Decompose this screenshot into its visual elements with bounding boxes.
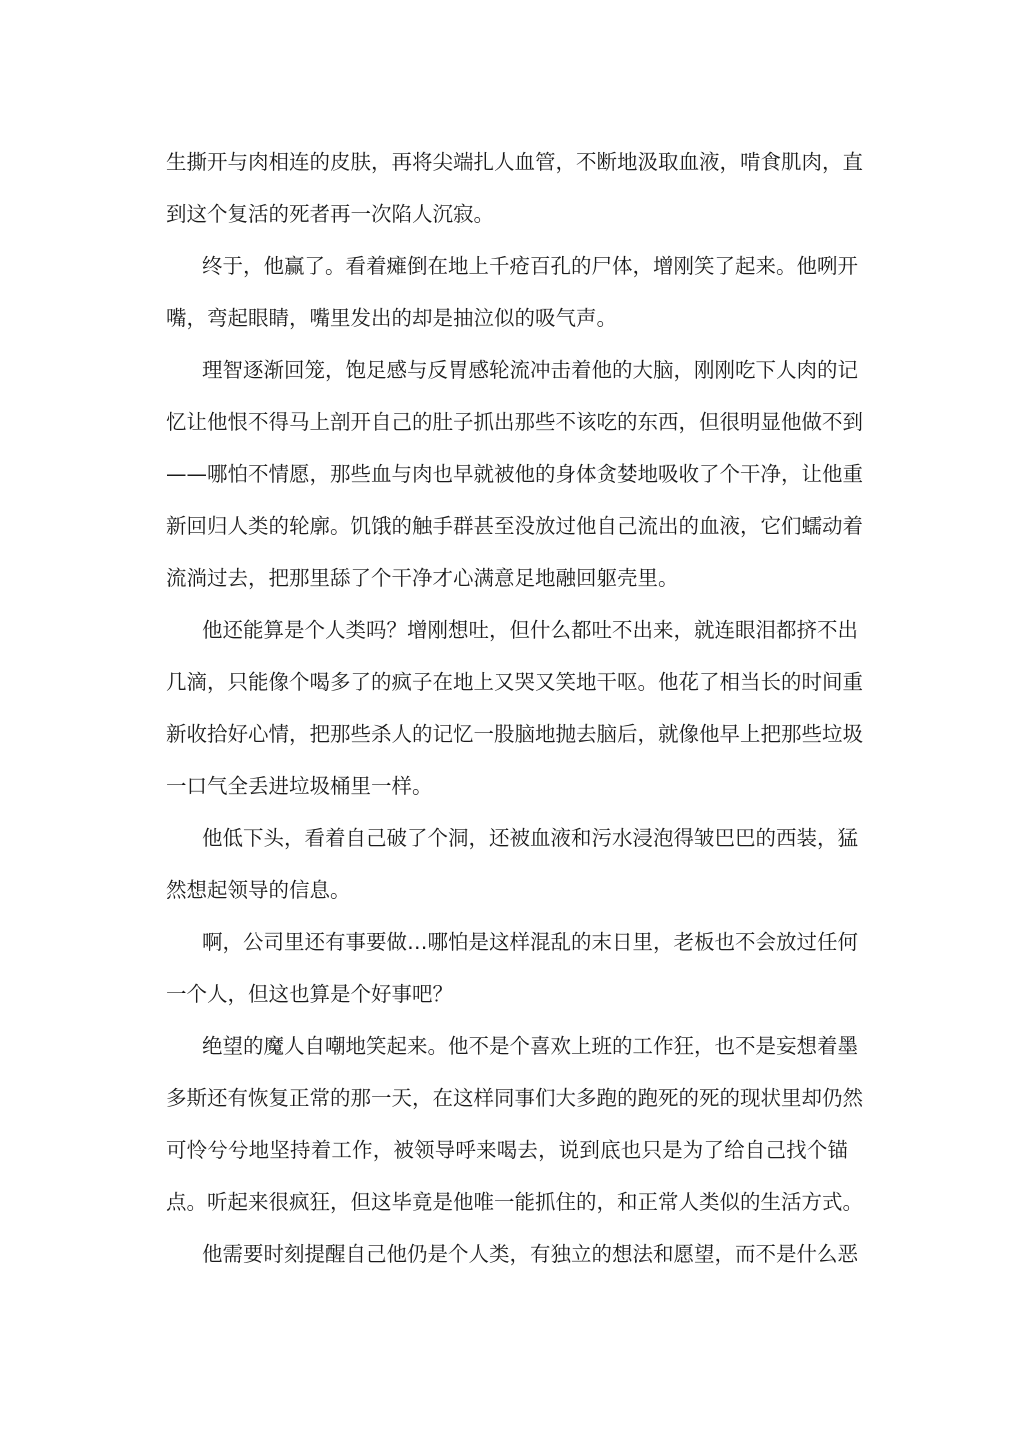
text-line: 点。听起来很疯狂，但这毕竟是他唯一能抓住的，和正常人类似的生活方式。 xyxy=(166,1190,863,1214)
text-line: 他需要时刻提醒自己他仍是个人类，有独立的想法和愿望，而不是什么恶 xyxy=(202,1242,858,1266)
text-line: 终于，他赢了。看着瘫倒在地上千疮百孔的尸体，增刚笑了起来。他咧开 xyxy=(202,254,858,278)
text-line: 他还能算是个人类吗？增刚想吐，但什么都吐不出来，就连眼泪都挤不出 xyxy=(202,618,858,642)
text-line: 流淌过去，把那里舔了个干净才心满意足地融回躯壳里。 xyxy=(166,566,679,590)
text-line: 一个人，但这也算是个好事吧？ xyxy=(166,982,453,1006)
text-line: 可怜兮兮地坚持着工作，被领导呼来喝去，说到底也只是为了给自己找个锚 xyxy=(166,1138,848,1162)
text-line: 绝望的魔人自嘲地笑起来。他不是个喜欢上班的工作狂，也不是妄想着墨 xyxy=(202,1034,858,1058)
body-text xyxy=(166,136,863,1280)
paragraph xyxy=(166,240,858,344)
paragraph xyxy=(166,1020,863,1228)
text-line: 生撕开与肉相连的皮肤，再将尖端扎人血管，不断地汲取血液，啃食肌肉，直 xyxy=(166,150,863,174)
paragraph xyxy=(166,604,863,812)
paragraph xyxy=(166,916,858,1020)
paragraph xyxy=(166,1228,858,1280)
text-line: 嘴，弯起眼睛，嘴里发出的却是抽泣似的吸气声。 xyxy=(166,306,617,330)
text-line: 一口气全丢进垃圾桶里一样。 xyxy=(166,774,433,798)
text-line: 然想起领导的信息。 xyxy=(166,878,351,902)
text-line: 多斯还有恢复正常的那一天，在这样同事们大多跑的跑死的死的现状里却仍然 xyxy=(166,1086,863,1110)
paragraph xyxy=(166,812,858,916)
text-line: 新收拾好心情，把那些杀人的记忆一股脑地抛去脑后，就像他早上把那些垃圾 xyxy=(166,722,863,746)
text-line: 理智逐渐回笼，饱足感与反胃感轮流冲击着他的大脑，刚刚吃下人肉的记 xyxy=(202,358,858,382)
text-line: 忆让他恨不得马上剖开自己的肚子抓出那些不该吃的东西，但很明显他做不到 xyxy=(166,410,863,434)
paragraph xyxy=(166,344,863,604)
text-line: 新回归人类的轮廓。饥饿的触手群甚至没放过他自己流出的血液，它们蠕动着 xyxy=(166,514,863,538)
text-line: 他低下头，看着自己破了个洞，还被血液和污水浸泡得皱巴巴的西装，猛 xyxy=(202,826,858,850)
text-line: ——哪怕不情愿，那些血与肉也早就被他的身体贪婪地吸收了个干净，让他重 xyxy=(166,462,863,486)
paragraph xyxy=(166,136,863,240)
text-line: 几滴，只能像个喝多了的疯子在地上又哭又笑地干呕。他花了相当长的时间重 xyxy=(166,670,863,694)
text-line: 啊，公司里还有事要做…哪怕是这样混乱的末日里，老板也不会放过任何 xyxy=(202,930,858,954)
text-line: 到这个复活的死者再一次陷人沉寂。 xyxy=(166,202,494,226)
